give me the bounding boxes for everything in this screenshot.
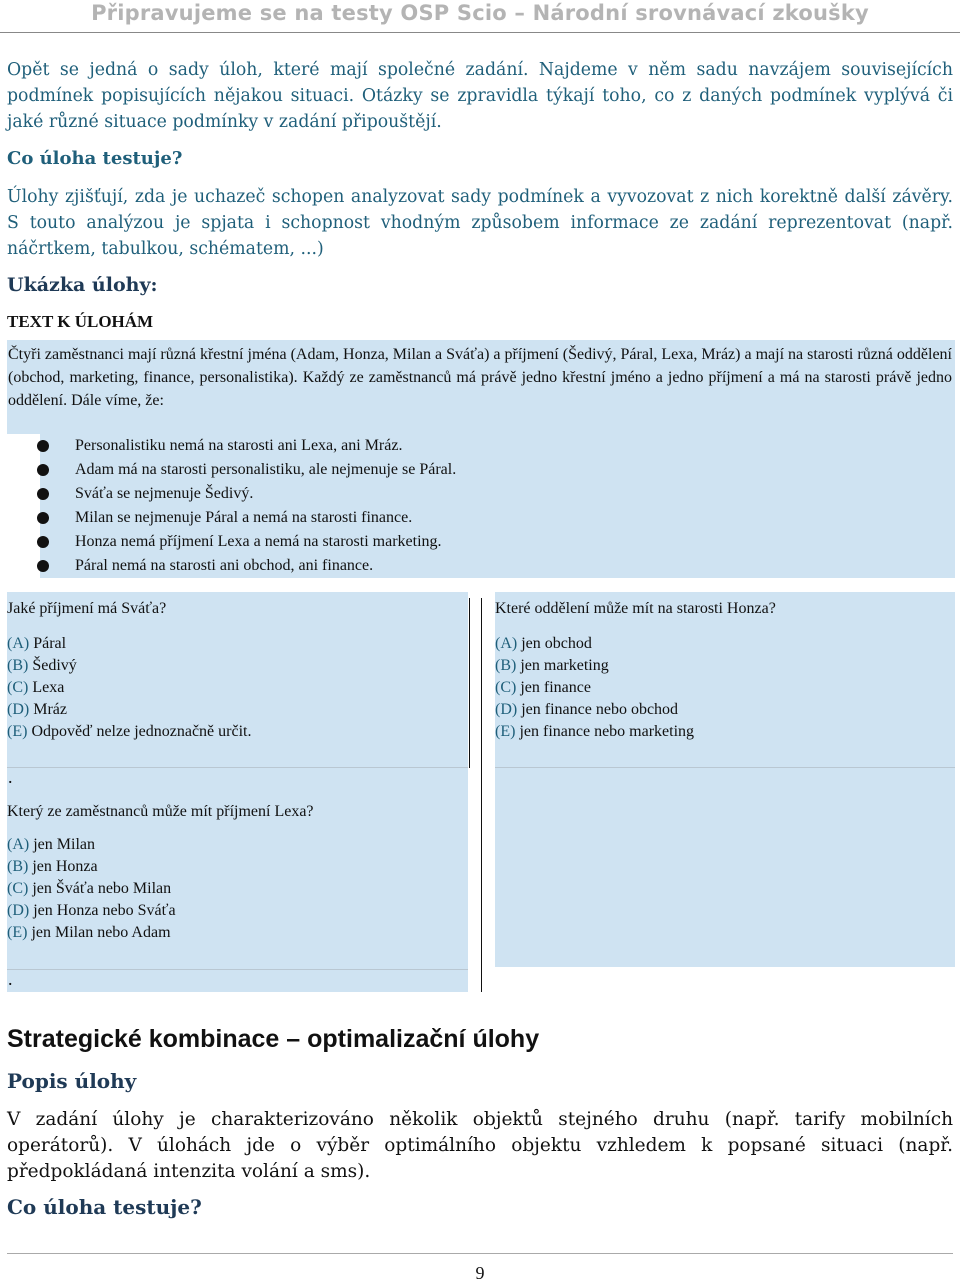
answer-option <box>7 655 462 677</box>
option-letter: (A) <box>7 635 30 652</box>
answer-option <box>7 677 462 699</box>
section-title: Strategické kombinace – optimalizační úlohy <box>7 1025 540 1053</box>
tests-heading-2: Co úloha testuje? <box>7 1195 202 1219</box>
answer-option <box>7 922 462 944</box>
list-item <box>37 458 456 482</box>
description-paragraph: V zadání úlohy je charakterizováno několik objektů stejného druhu (např. tarify mobilních operátorů). V úlohách jde o výběr optimálního objektu vzhledem k popsané situaci (např. předpokládaná intenzita volání a sms). <box>7 1109 953 1182</box>
option-text: Šedivý <box>28 657 77 674</box>
answer-option <box>7 699 462 721</box>
bullet-icon <box>37 512 49 524</box>
answer-option <box>7 721 462 743</box>
tests-paragraph-text: Úlohy zjišťují, zda je uchazeč schopen analyzovat sady podmínek a vyvozovat z nich korektně další závěry. S touto analýzou je spjata i schopnost vhodným způsobem informace ze zadání reprezentovat (např. náčrtkem, tabulkou, schématem, ...) <box>7 187 953 259</box>
condition-text: Sváťa se nejmenuje Šedivý. <box>75 485 254 502</box>
column-divider <box>481 598 482 992</box>
separator <box>7 767 468 768</box>
option-letter: (C) <box>7 880 29 897</box>
bullet-icon <box>37 440 49 452</box>
option-text: jen Milan <box>29 836 95 853</box>
option-text: jen Honza <box>28 858 98 875</box>
question-text: Které oddělení může mít na starosti Honza? <box>495 600 776 617</box>
option-letter: (D) <box>7 902 30 919</box>
option-letter: (A) <box>7 836 30 853</box>
option-letter: (B) <box>495 657 517 674</box>
option-text: jen Honza nebo Sváťa <box>29 902 176 919</box>
answer-option <box>7 856 462 878</box>
answer-option <box>495 677 950 699</box>
option-letter: (E) <box>7 723 28 740</box>
intro-paragraph <box>7 57 953 135</box>
option-text: jen Šváťa nebo Milan <box>28 880 172 897</box>
dot-marker: . <box>8 767 13 787</box>
header-divider <box>0 32 960 33</box>
description-heading: Popis úlohy <box>7 1069 137 1093</box>
dot-marker: . <box>8 969 13 989</box>
condition-text: Adam má na starosti personalistiku, ale nejmenuje se Páral. <box>75 461 457 478</box>
option-text: jen Milan nebo Adam <box>27 924 171 941</box>
list-item <box>37 482 456 506</box>
option-letter: (B) <box>7 657 29 674</box>
list-item <box>37 530 456 554</box>
separator <box>7 969 468 970</box>
option-letter: (C) <box>495 679 517 696</box>
option-text: jen finance <box>516 679 591 696</box>
task-text-label: TEXT K ÚLOHÁM <box>7 312 154 331</box>
condition-text: Honza nemá příjmení Lexa a nemá na starosti marketing. <box>75 533 442 550</box>
answer-option <box>495 655 950 677</box>
option-text: jen finance nebo marketing <box>515 723 695 740</box>
tests-paragraph <box>7 184 953 262</box>
list-item <box>37 434 456 458</box>
task-text: Čtyři zaměstnanci mají různá křestní jména (Adam, Honza, Milan a Sváťa) a příjmení (Šedivý, Páral, Lexa, Mráz) a mají na starosti různá oddělení (obchod, marketing, finance, personalistika). Každý ze zaměstnanců má právě jedno křestní jméno a jedno příjmení a má na starosti právě jedno oddělení. Dále víme, že: <box>8 346 952 409</box>
question-2 <box>495 598 950 743</box>
page-number: 9 <box>475 1263 485 1283</box>
tests-heading: Co úloha testuje? <box>7 148 183 169</box>
option-text: Mráz <box>29 701 67 718</box>
option-text: jen finance nebo obchod <box>517 701 679 718</box>
answer-option <box>495 699 950 721</box>
option-letter: (C) <box>7 679 29 696</box>
footer-divider <box>7 1253 953 1254</box>
running-header: Připravujeme se na testy OSP Scio – Národní srovnávací zkoušky <box>91 1 869 25</box>
answer-option <box>495 633 950 655</box>
option-text: jen marketing <box>516 657 609 674</box>
option-letter: (E) <box>7 924 28 941</box>
option-letter: (D) <box>7 701 30 718</box>
option-text: Páral <box>29 635 67 652</box>
answer-option <box>7 878 462 900</box>
question-1 <box>7 598 462 743</box>
separator <box>495 767 955 768</box>
condition-text: Milan se nejmenuje Páral a nemá na starosti finance. <box>75 509 413 526</box>
option-letter: (B) <box>7 858 29 875</box>
example-heading: Ukázka úlohy: <box>7 274 158 296</box>
condition-text: Personalistiku nemá na starosti ani Lexa, ani Mráz. <box>75 437 403 454</box>
intro-paragraph-text: Opět se jedná o sady úloh, které mají společné zadání. Najdeme v něm sadu navzájem souvisejících podmínek popisujících nějakou situaci. Otázky se zpravidla týkají toho, co z daných podmínek vyplývá či jaké různé situace podmínky v zadání připouštějí. <box>7 60 953 132</box>
bullet-icon <box>37 560 49 572</box>
option-letter: (E) <box>495 723 516 740</box>
bullet-icon <box>37 464 49 476</box>
conditions-list <box>37 434 456 578</box>
option-text: Lexa <box>28 679 65 696</box>
question-text: Jaké příjmení má Sváťa? <box>7 600 167 617</box>
option-letter: (A) <box>495 635 518 652</box>
option-text: jen obchod <box>517 635 592 652</box>
condition-text: Páral nemá na starosti ani obchod, ani finance. <box>75 557 374 574</box>
question-text: Který ze zaměstnanců může mít příjmení Lexa? <box>7 803 314 820</box>
option-text: Odpověď nelze jednoznačně určit. <box>27 723 252 740</box>
option-letter: (D) <box>495 701 518 718</box>
answer-option <box>7 633 462 655</box>
question-3 <box>7 801 462 944</box>
bullet-icon <box>37 536 49 548</box>
answer-option <box>7 900 462 922</box>
bullet-icon <box>37 488 49 500</box>
answer-option <box>495 721 950 743</box>
list-item <box>37 554 456 578</box>
column-divider <box>469 598 470 768</box>
list-item <box>37 506 456 530</box>
answer-option <box>7 834 462 856</box>
